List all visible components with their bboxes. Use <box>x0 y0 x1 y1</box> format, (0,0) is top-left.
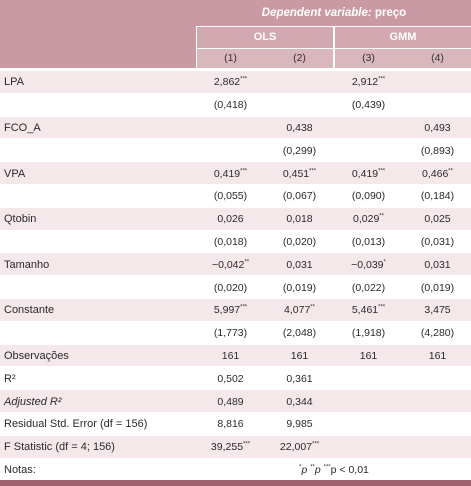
cell-value: 0,031 <box>424 258 451 271</box>
header-divider <box>333 26 335 68</box>
cell-value: (0,299) <box>282 144 317 157</box>
significance-stars: *** <box>240 76 248 83</box>
column-1-header: (1) <box>224 52 237 64</box>
table-row <box>0 367 471 390</box>
row-label: LPA <box>4 76 24 89</box>
cell-c4 <box>404 122 471 134</box>
row-label: Constante <box>4 304 55 317</box>
cell-value: (0,019) <box>420 281 455 294</box>
cell-c3 <box>335 327 402 339</box>
column-3-header: (3) <box>362 52 375 64</box>
cell-c4 <box>404 168 471 180</box>
cell-c2 <box>266 396 333 408</box>
significance-stars: *** <box>378 304 386 311</box>
notes-row <box>0 459 471 480</box>
cell-value: 0,502 <box>217 372 244 385</box>
cell-c2 <box>266 190 333 202</box>
row-label: R² <box>4 372 16 385</box>
cell-c1 <box>197 282 264 294</box>
row-label: Tamanho <box>4 258 50 271</box>
cell-value: (0,019) <box>282 281 317 294</box>
row-label: VPA <box>4 167 26 180</box>
table-row <box>0 390 471 413</box>
row-label: Qtobin <box>4 213 37 226</box>
column-4-header: (4) <box>431 52 444 64</box>
group-gmm: GMM <box>389 31 417 43</box>
table-row <box>0 436 471 459</box>
cell-c3 <box>335 236 402 248</box>
row-label: Residual Std. Error (df = 156) <box>4 418 148 431</box>
cell-value: (0,022) <box>351 281 386 294</box>
cell-value: (0,184) <box>420 190 455 203</box>
cell-c3 <box>335 168 402 180</box>
table-row-stderr <box>0 139 471 162</box>
table-row-stderr <box>0 322 471 345</box>
cell-value: (0,090) <box>351 190 386 203</box>
cell-c4 <box>404 350 471 362</box>
cell-c1 <box>197 236 264 248</box>
column-2-header: (2) <box>293 52 306 64</box>
cell-c1 <box>197 213 264 225</box>
cell-c2 <box>266 122 333 134</box>
cell-value: 3,475 <box>424 304 451 317</box>
cell-value: (0,067) <box>282 190 317 203</box>
significance-stars: *** <box>312 441 320 448</box>
cell-c2 <box>266 441 333 453</box>
dependent-variable-label: Dependent variable: <box>261 7 372 19</box>
dependent-variable-name: preço <box>374 7 407 19</box>
table-row <box>0 253 471 276</box>
cell-c3 <box>335 76 402 88</box>
cell-value: 161 <box>359 349 378 362</box>
cell-value: (0,020) <box>282 235 317 248</box>
cell-c3 <box>335 282 402 294</box>
bottom-rule <box>0 480 471 486</box>
cell-value: 0,018 <box>286 213 313 226</box>
cell-value: 0,451 <box>282 167 310 180</box>
cell-value: 0,419 <box>351 167 379 180</box>
notes-label: Notas: <box>4 463 36 476</box>
significance-stars: ** <box>448 168 453 175</box>
cell-value: (0,031) <box>420 235 455 248</box>
cell-value: (0,439) <box>351 99 386 112</box>
significance-stars: *** <box>309 168 317 175</box>
cell-c1 <box>197 327 264 339</box>
cell-value: 5,461 <box>351 304 379 317</box>
cell-c1 <box>197 259 264 271</box>
cell-c1 <box>197 76 264 88</box>
row-label: FCO_A <box>4 121 41 134</box>
cell-value: 0,466 <box>422 167 449 180</box>
cell-value: 5,997 <box>213 304 241 317</box>
cell-value: 161 <box>221 349 240 362</box>
cell-c1 <box>197 396 264 408</box>
cell-value: (0,893) <box>420 144 455 157</box>
row-label: Observações <box>4 349 69 362</box>
table-row <box>0 413 471 436</box>
cell-c3 <box>335 259 402 271</box>
cell-value: (0,013) <box>351 235 386 248</box>
cell-c1 <box>197 99 264 111</box>
notes-p-1: p <box>301 463 311 476</box>
cell-value: 9,985 <box>286 418 313 431</box>
table-row-stderr <box>0 276 471 299</box>
cell-c4 <box>404 236 471 248</box>
cell-c1 <box>197 304 264 316</box>
table-row-stderr <box>0 231 471 254</box>
cell-value: 2,912 <box>351 76 379 89</box>
cell-c2 <box>266 327 333 339</box>
table-row <box>0 117 471 140</box>
group-ols: OLS <box>253 31 277 43</box>
notes-star-3: *** <box>323 464 331 470</box>
cell-c4 <box>404 282 471 294</box>
cell-value: 161 <box>428 349 447 362</box>
significance-stars: *** <box>378 168 386 175</box>
cell-c1 <box>197 168 264 180</box>
notes-threshold: p < 0,01 <box>330 463 369 476</box>
table-row-stderr <box>0 185 471 208</box>
cell-value: 0,493 <box>424 121 451 134</box>
cell-value: 0,419 <box>213 167 241 180</box>
cell-c4 <box>404 259 471 271</box>
cell-c2 <box>266 145 333 157</box>
cell-value: 0,031 <box>286 258 313 271</box>
cell-value: 39,255 <box>210 441 244 454</box>
cell-c2 <box>266 282 333 294</box>
cell-value: 2,862 <box>213 76 241 89</box>
cell-value: 0,489 <box>217 395 244 408</box>
cell-value: (0,055) <box>213 190 248 203</box>
cell-c1 <box>197 350 264 362</box>
cell-value: 0,029 <box>353 213 380 226</box>
cell-value: (1,773) <box>213 327 248 340</box>
cell-c1 <box>197 441 264 453</box>
cell-c2 <box>266 168 333 180</box>
notes-significance <box>266 464 402 476</box>
cell-value: (0,020) <box>213 281 248 294</box>
table-row-stderr <box>0 94 471 117</box>
cell-c3 <box>335 350 402 362</box>
cell-c3 <box>335 213 402 225</box>
cell-value: 0,026 <box>217 213 244 226</box>
notes-star-1: * <box>299 464 302 470</box>
row-label: Adjusted R² <box>4 395 62 408</box>
cell-c1 <box>197 190 264 202</box>
significance-stars: * <box>383 259 386 266</box>
header-divider <box>196 26 197 68</box>
cell-c4 <box>404 145 471 157</box>
significance-stars: *** <box>243 441 251 448</box>
notes-star-2: ** <box>310 464 315 470</box>
cell-value: 4,077 <box>284 304 311 317</box>
table-row <box>0 345 471 368</box>
significance-stars: ** <box>379 213 384 220</box>
cell-c4 <box>404 327 471 339</box>
cell-c1 <box>197 373 264 385</box>
cell-c1 <box>197 418 264 430</box>
cell-value: 161 <box>290 349 309 362</box>
table-row <box>0 71 471 94</box>
cell-value: 0,025 <box>424 213 451 226</box>
cell-c3 <box>335 190 402 202</box>
cell-c4 <box>404 190 471 202</box>
cell-value: (0,418) <box>213 99 248 112</box>
cell-c2 <box>266 213 333 225</box>
cell-value: 0,361 <box>286 372 313 385</box>
cell-c3 <box>335 304 402 316</box>
cell-value: −0,039 <box>351 258 384 271</box>
cell-c2 <box>266 259 333 271</box>
significance-stars: *** <box>240 304 248 311</box>
significance-stars: ** <box>244 259 250 266</box>
cell-value: 8,816 <box>217 418 244 431</box>
cell-value: 0,438 <box>286 121 313 134</box>
cell-c2 <box>266 373 333 385</box>
cell-c2 <box>266 236 333 248</box>
cell-value: (2,048) <box>282 327 317 340</box>
cell-c2 <box>266 350 333 362</box>
dependent-variable-title <box>197 0 471 26</box>
cell-c4 <box>404 213 471 225</box>
table-row <box>0 162 471 185</box>
cell-c2 <box>266 418 333 430</box>
cell-value: 22,007 <box>279 441 313 454</box>
significance-stars: ** <box>310 304 315 311</box>
cell-value: (0,018) <box>213 235 248 248</box>
table-row <box>0 208 471 231</box>
notes-p-2: p <box>314 463 324 476</box>
significance-stars: *** <box>240 168 248 175</box>
row-label: F Statistic (df = 4; 156) <box>4 441 115 454</box>
cell-value: 0,344 <box>286 395 313 408</box>
cell-c2 <box>266 304 333 316</box>
cell-value: (4,280) <box>420 327 455 340</box>
significance-stars: *** <box>378 76 386 83</box>
cell-value: (1,918) <box>351 327 386 340</box>
cell-value: −0,042 <box>211 258 245 271</box>
cell-c4 <box>404 304 471 316</box>
cell-c3 <box>335 99 402 111</box>
table-row <box>0 299 471 322</box>
